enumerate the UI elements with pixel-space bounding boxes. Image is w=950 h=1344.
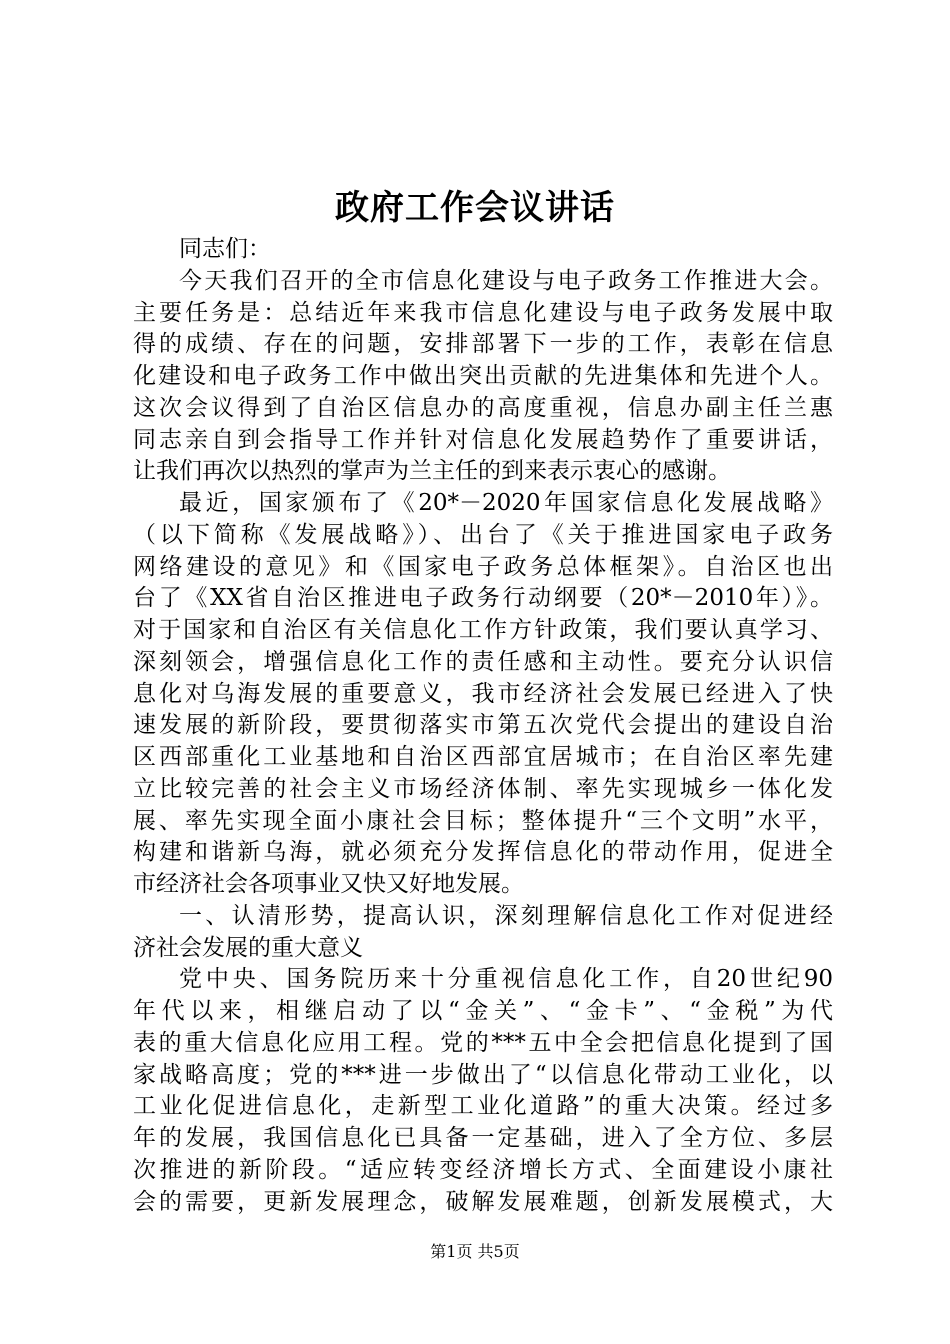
text-line: 立比较完善的社会主义市场经济体制、率先实现城乡一体化发 bbox=[133, 775, 833, 802]
text-line: 让我们再次以热烈的掌声为兰主任的到来表示衷心的感谢。 bbox=[133, 458, 731, 485]
text-line: 年的发展，我国信息化已具备一定基础，进入了全方位、多层 bbox=[133, 1125, 833, 1151]
text-line: 同志们： bbox=[179, 236, 271, 262]
text-line: 深刻领会，增强信息化工作的责任感和主动性。要充分认识信 bbox=[133, 648, 833, 675]
text-line: 家战略高度；党的***进一步做出了“以信息化带动工业化，以 bbox=[133, 1061, 833, 1088]
text-line: 市经济社会各项事业又快又好地发展。 bbox=[133, 871, 524, 897]
text-line: 得的成绩、存在的问题，安排部署下一步的工作，表彰在信息 bbox=[133, 331, 833, 358]
text-line: 济社会发展的重大意义 bbox=[133, 934, 363, 961]
text-line: 这次会议得到了自治区信息办的高度重视，信息办副主任兰惠 bbox=[133, 394, 833, 421]
text-line: 表的重大信息化应用工程。党的***五中全会把信息化提到了国 bbox=[133, 1029, 833, 1056]
text-line: 一、认清形势，提高认识，深刻理解信息化工作对促进经 bbox=[179, 902, 833, 929]
text-line: 速发展的新阶段，要贯彻落实市第五次党代会提出的建设自治 bbox=[133, 712, 833, 739]
text-line: 工业化促进信息化，走新型工业化道路”的重大决策。经过多 bbox=[133, 1093, 833, 1120]
text-line: 对于国家和自治区有关信息化工作方针政策，我们要认真学习、 bbox=[133, 617, 833, 643]
document-title: 政府工作会议讲话 bbox=[335, 188, 615, 228]
document-body bbox=[133, 234, 833, 1218]
text-line: 党中央、国务院历来十分重视信息化工作，自20世纪90 bbox=[179, 966, 833, 993]
text-line: 台了《XX省自治区推进电子政务行动纲要（20*－2010年）》。 bbox=[133, 585, 833, 612]
text-line: 年代以来，相继启动了以“金关”、“金卡”、“金税”为代 bbox=[133, 998, 833, 1024]
text-line: 最近，国家颁布了《20*－2020年国家信息化发展战略》 bbox=[179, 490, 833, 516]
text-line: 主要任务是：总结近年来我市信息化建设与电子政务发展中取 bbox=[133, 299, 833, 326]
text-line: （以下简称《发展战略》）、出台了《关于推进国家电子政务 bbox=[133, 521, 833, 548]
text-line: 会的需要，更新发展理念，破解发展难题，创新发展模式，大 bbox=[133, 1188, 833, 1215]
text-line: 网络建设的意见》和《国家电子政务总体框架》。自治区也出 bbox=[133, 553, 833, 580]
text-line: 区西部重化工业基地和自治区西部宜居城市；在自治区率先建 bbox=[133, 744, 833, 770]
page-footer: 第1页 共5页 bbox=[430, 1242, 520, 1261]
text-line: 化建设和电子政务工作中做出突出贡献的先进集体和先进个人。 bbox=[133, 363, 833, 389]
text-line: 构建和谐新乌海，就必须充分发挥信息化的带动作用，促进全 bbox=[133, 839, 833, 866]
text-line: 息化对乌海发展的重要意义，我市经济社会发展已经进入了快 bbox=[133, 680, 833, 707]
text-line: 同志亲自到会指导工作并针对信息化发展趋势作了重要讲话， bbox=[133, 426, 833, 453]
text-line: 次推进的新阶段。“适应转变经济增长方式、全面建设小康社 bbox=[133, 1156, 833, 1183]
text-line: 今天我们召开的全市信息化建设与电子政务工作推进大会。 bbox=[179, 267, 833, 294]
text-line: 展、率先实现全面小康社会目标；整体提升“三个文明”水平， bbox=[133, 807, 833, 834]
